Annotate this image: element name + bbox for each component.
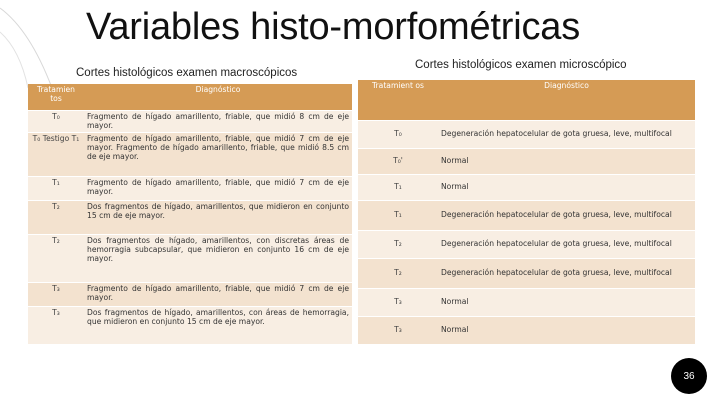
diagnosis-cell: Fragmento de hígado amarillento, friable, que midió 7 cm de eje mayor. [84, 176, 352, 200]
diagnosis-cell: Dos fragmentos de hígado, amarillentos, que midieron en conjunto 15 cm de eje mayor. [84, 200, 352, 234]
header-diagnosis: Diagnóstico [84, 84, 352, 110]
diagnosis-cell: Normal [438, 316, 695, 344]
treatment-cell: T₁ [358, 200, 438, 230]
treatment-cell: T₀ [358, 120, 438, 148]
treatment-cell: T₂ [28, 234, 84, 282]
table-row [358, 258, 695, 288]
table-row [358, 200, 695, 230]
diagnosis-cell: Normal [438, 148, 695, 174]
page-number-badge: 36 [671, 358, 707, 394]
header-treatments: Tratamien tos [28, 84, 84, 110]
treatment-cell: T₃ [28, 306, 84, 344]
diagnosis-cell: Normal [438, 288, 695, 316]
page-title: Variables histo-morfométricas [86, 6, 580, 48]
table-row [358, 120, 695, 148]
treatment-cell: T₂ [358, 230, 438, 258]
treatment-cell: T₂ [28, 200, 84, 234]
table-row [28, 200, 352, 234]
table-row [28, 282, 352, 306]
corner-line-decoration [0, 0, 80, 90]
treatment-cell: T₃ [28, 282, 84, 306]
microscopic-table [358, 80, 695, 345]
diagnosis-cell: Fragmento de hígado amarillento, friable, que midió 7 cm de eje mayor. Fragmento de hígado amarillento, friable, que midió 8.5 cm de eje mayor. [84, 132, 352, 176]
table-row [358, 148, 695, 174]
table-row [28, 132, 352, 176]
macroscopic-table [28, 84, 352, 345]
diagnosis-cell: Degeneración hepatocelular de gota gruesa, leve, multifocal [438, 200, 695, 230]
diagnosis-cell: Degeneración hepatocelular de gota gruesa, leve, multifocal [438, 258, 695, 288]
table-row [28, 110, 352, 132]
diagnosis-cell: Normal [438, 174, 695, 200]
table-header-row [358, 80, 695, 120]
treatment-cell: T₀ Testigo T₁ [28, 132, 84, 176]
diagnosis-cell: Degeneración hepatocelular de gota gruesa, leve, multifocal [438, 230, 695, 258]
table-header-row [28, 84, 352, 110]
diagnosis-cell: Dos fragmentos de hígado, amarillentos, con áreas de hemorragia, que midieron en conjunto 15 cm de eje mayor. [84, 306, 352, 344]
table-row [28, 176, 352, 200]
treatment-cell: T₀ [28, 110, 84, 132]
table-row [358, 316, 695, 344]
diagnosis-cell: Degeneración hepatocelular de gota gruesa, leve, multifocal [438, 120, 695, 148]
treatment-cell: T₃ [358, 316, 438, 344]
header-diagnosis: Diagnóstico [438, 80, 695, 120]
treatment-cell: T₃ [358, 288, 438, 316]
diagnosis-cell: Fragmento de hígado amarillento, friable, que midió 8 cm de eje mayor. [84, 110, 352, 132]
diagnosis-cell: Dos fragmentos de hígado, amarillentos, con discretas áreas de hemorragia subcapsular, que midieron en conjunto 16 cm de eje mayor. [84, 234, 352, 282]
treatment-cell: T₂ [358, 258, 438, 288]
table-row [28, 306, 352, 344]
treatment-cell: T₀' [358, 148, 438, 174]
treatment-cell: T₁ [28, 176, 84, 200]
treatment-cell: T₁ [358, 174, 438, 200]
table-row [28, 234, 352, 282]
table-row [358, 174, 695, 200]
macroscopic-subtitle: Cortes histológicos examen macroscópicos [76, 67, 298, 79]
table-row [358, 288, 695, 316]
header-treatments: Tratamient os [358, 80, 438, 120]
diagnosis-cell: Fragmento de hígado amarillento, friable, que midió 7 cm de eje mayor. [84, 282, 352, 306]
table-row [358, 230, 695, 258]
microscopic-subtitle: Cortes histológicos examen microscópico [415, 59, 627, 71]
